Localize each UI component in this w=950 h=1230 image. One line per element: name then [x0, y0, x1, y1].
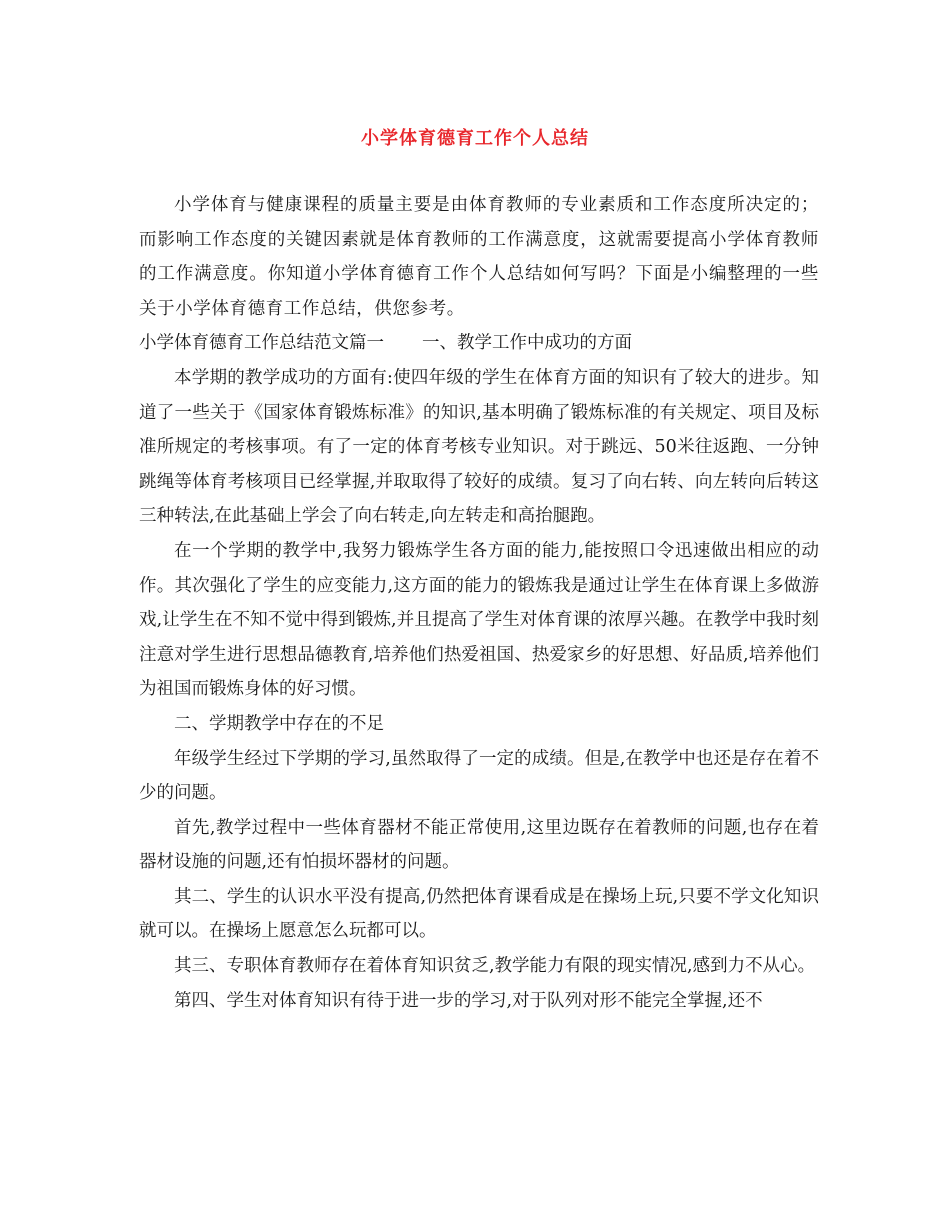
section2-heading: 二、学期教学中存在的不足 [174, 713, 384, 734]
paragraph-2: 在一个学期的教学中,我努力锻炼学生各方面的能力,能按照口令迅速做出相应的动作。其次强化了学生的应变能力,这方面的能力的锻炼我是通过让学生在体育课上多做游戏,让学生在不知不觉中得到锻炼,并且提高了学生对体育课的浓厚兴趣。在教学中我时刻注意对学生进行思想品德教育,培养他们热爱祖国、热爱家乡的好思想、好品质,培养他们为祖国而锻炼身体的好习惯。 [139, 540, 819, 700]
paragraph-3: 年级学生经过下学期的学习,虽然取得了一定的成绩。但是,在教学中也还是存在着不少的问题。 [139, 748, 819, 804]
document-title: 小学体育德育工作个人总结 [361, 128, 589, 149]
paragraph-4: 首先,教学过程中一些体育器材不能正常使用,这里边既存在着教师的问题,也存在着器材设施的问题,还有怕损坏器材的问题。 [139, 817, 819, 873]
paragraph-7: 第四、学生对体育知识有待于进一步的学习,对于队列对形不能完全掌握,还不 [174, 990, 763, 1011]
paragraph-6: 其三、专职体育教师存在着体育知识贫乏,教学能力有限的现实情况,感到力不从心。 [174, 956, 816, 977]
paragraph-1: 本学期的教学成功的方面有:使四年级的学生在体育方面的知识有了较大的进步。知道了一些关于《国家体育锻炼标准》的知识,基本明确了锻炼标准的有关规定、项目及标准所规定的考核事项。有了一定的体育考核专业知识。对于跳远、50米往返跑、一分钟跳绳等体育考核项目已经掌握,并取取得了较好的成绩。复习了向右转、向左转向后转这三种转法,在此基础上学会了向右转走,向左转走和高抬腿跑。 [139, 367, 819, 527]
section1-heading: 一、教学工作中成功的方面 [422, 333, 632, 354]
paragraph-5: 其二、学生的认识水平没有提高,仍然把体育课看成是在操场上玩,只要不学文化知识就可以。在操场上愿意怎么玩都可以。 [139, 886, 819, 942]
document-body [139, 188, 819, 1018]
intro-paragraph: 小学体育与健康课程的质量主要是由体育教师的专业素质和工作态度所决定的；而影响工作态度的关键因素就是体育教师的工作满意度，这就需要提高小学体育教师的工作满意度。你知道小学体育德育工作个人总结如何写吗？下面是小编整理的一些关于小学体育德育工作总结，供您参考。 [139, 195, 819, 319]
sample-heading-line [139, 326, 819, 361]
sample-heading: 小学体育德育工作总结范文篇一 [139, 333, 384, 354]
